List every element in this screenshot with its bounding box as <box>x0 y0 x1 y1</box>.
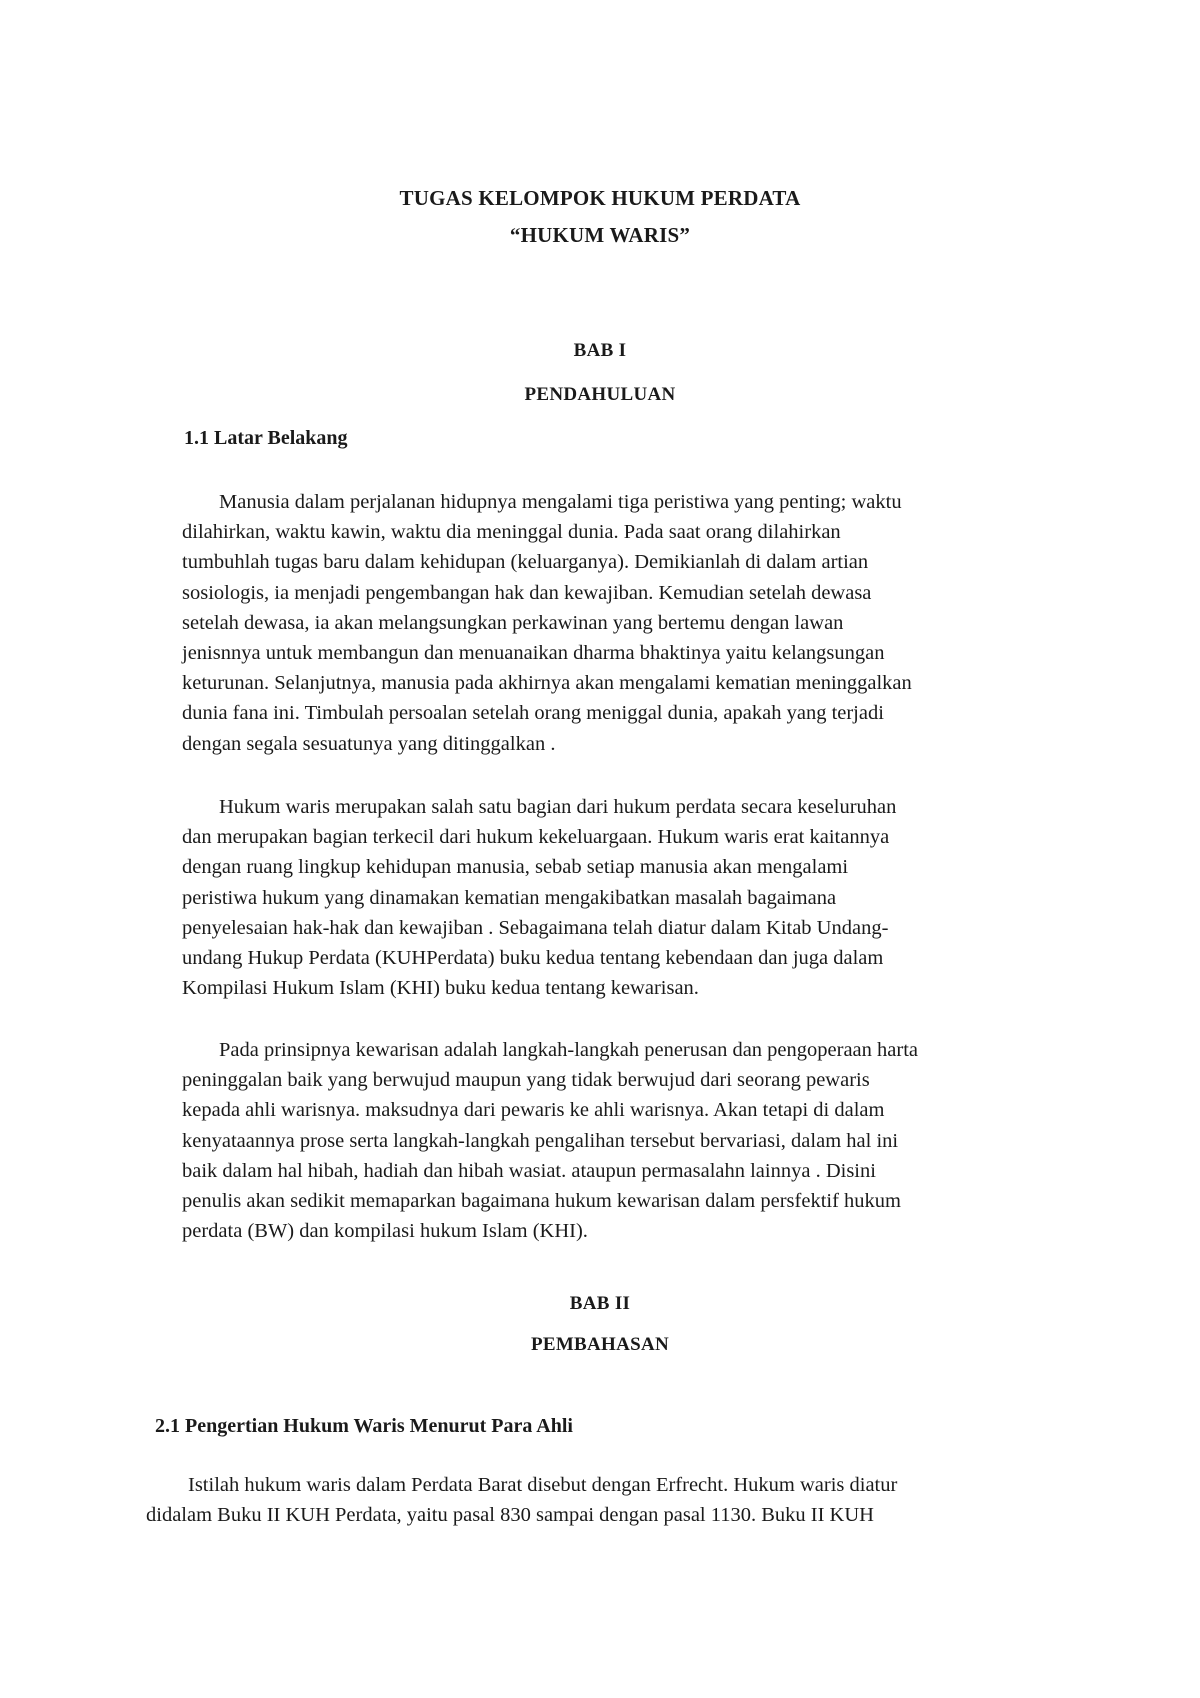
bab1-name: PENDAHULUAN <box>524 384 676 405</box>
paragraph-line: sosiologis, ia menjadi pengembangan hak dan kewajiban. Kemudian setelah dewasa <box>182 581 872 604</box>
paragraph-line: didalam Buku II KUH Perdata, yaitu pasal 830 sampai dengan pasal 1130. Buku II KUH <box>146 1504 874 1527</box>
bab2-name: PEMBAHASAN <box>530 1334 670 1355</box>
paragraph-line: dengan segala sesuatunya yang ditinggalkan . <box>182 732 556 755</box>
document-subtitle: “HUKUM WARIS” <box>509 223 691 247</box>
paragraph-line: penulis akan sedikit memaparkan bagaimana hukum kewarisan dalam persfektif hukum <box>182 1190 901 1213</box>
paragraph-line: tumbuhlah tugas baru dalam kehidupan (keluarganya). Demikianlah di dalam artian <box>182 551 869 574</box>
paragraph-line: peristiwa hukum yang dinamakan kematian mengakibatkan masalah bagaimana <box>182 886 837 909</box>
section-heading-1-1: 1.1 Latar Belakang <box>184 427 348 449</box>
document-title: TUGAS KELOMPOK HUKUM PERDATA <box>399 186 801 210</box>
paragraph-line: kepada ahli warisnya. maksudnya dari pewaris ke ahli warisnya. Akan tetapi di dalam <box>182 1099 885 1122</box>
paragraph-line: dilahirkan, waktu kawin, waktu dia meninggal dunia. Pada saat orang dilahirkan <box>182 521 841 544</box>
paragraph-line: dengan ruang lingkup kehidupan manusia, sebab setiap manusia akan mengalami <box>182 856 849 879</box>
paragraph-line: dan merupakan bagian terkecil dari hukum kekeluargaan. Hukum waris erat kaitannya <box>182 826 890 849</box>
paragraph-line: dunia fana ini. Timbulah persoalan setelah orang meniggal dunia, apakah yang terjadi <box>182 702 884 725</box>
paragraph-line: jenisnnya untuk membangun dan menuanaikan dharma bhaktinya yaitu kelangsungan <box>182 642 885 665</box>
paragraph-line: Kompilasi Hukum Islam (KHI) buku kedua tentang kewarisan. <box>182 977 699 1000</box>
paragraph-line: penyelesaian hak-hak dan kewajiban . Sebagaimana telah diatur dalam Kitab Undang- <box>182 916 889 939</box>
paragraph-line: Istilah hukum waris dalam Perdata Barat disebut dengan Erfrecht. Hukum waris diatur <box>188 1474 898 1496</box>
paragraph-line: baik dalam hal hibah, hadiah dan hibah wasiat. ataupun permasalahn lainnya . Disini <box>182 1159 876 1182</box>
paragraph-line: kenyataannya prose serta langkah-langkah pengalihan tersebut bervariasi, dalam hal ini <box>182 1129 899 1152</box>
section-heading-2-1: 2.1 Pengertian Hukum Waris Menurut Para Ahli <box>155 1415 573 1437</box>
paragraph-line: keturunan. Selanjutnya, manusia pada akhirnya akan mengalami kematian meninggalkan <box>182 672 912 695</box>
paragraph-line: setelah dewasa, ia akan melangsungkan perkawinan yang bertemu dengan lawan <box>182 611 844 634</box>
paragraph-line: undang Hukup Perdata (KUHPerdata) buku kedua tentang kebendaan dan juga dalam <box>182 947 884 970</box>
paragraph-line: peninggalan baik yang berwujud maupun yang tidak berwujud dari seorang pewaris <box>182 1069 870 1092</box>
paragraph-line: Hukum waris merupakan salah satu bagian dari hukum perdata secara keseluruhan <box>219 796 897 818</box>
paragraph-line: perdata (BW) dan kompilasi hukum Islam (KHI). <box>182 1220 588 1243</box>
paragraph-line: Manusia dalam perjalanan hidupnya mengalami tiga peristiwa yang penting; waktu <box>219 491 902 513</box>
bab1-label: BAB I <box>573 340 627 361</box>
paragraph-line: Pada prinsipnya kewarisan adalah langkah-langkah penerusan dan pengoperaan harta <box>219 1039 918 1061</box>
paragraph-latar-belakang-3 <box>182 1035 918 1246</box>
bab2-label: BAB II <box>569 1293 631 1314</box>
paragraph-latar-belakang-2 <box>182 792 896 1003</box>
paragraph-latar-belakang-1 <box>182 487 912 759</box>
paragraph-pengertian-1 <box>146 1470 897 1530</box>
